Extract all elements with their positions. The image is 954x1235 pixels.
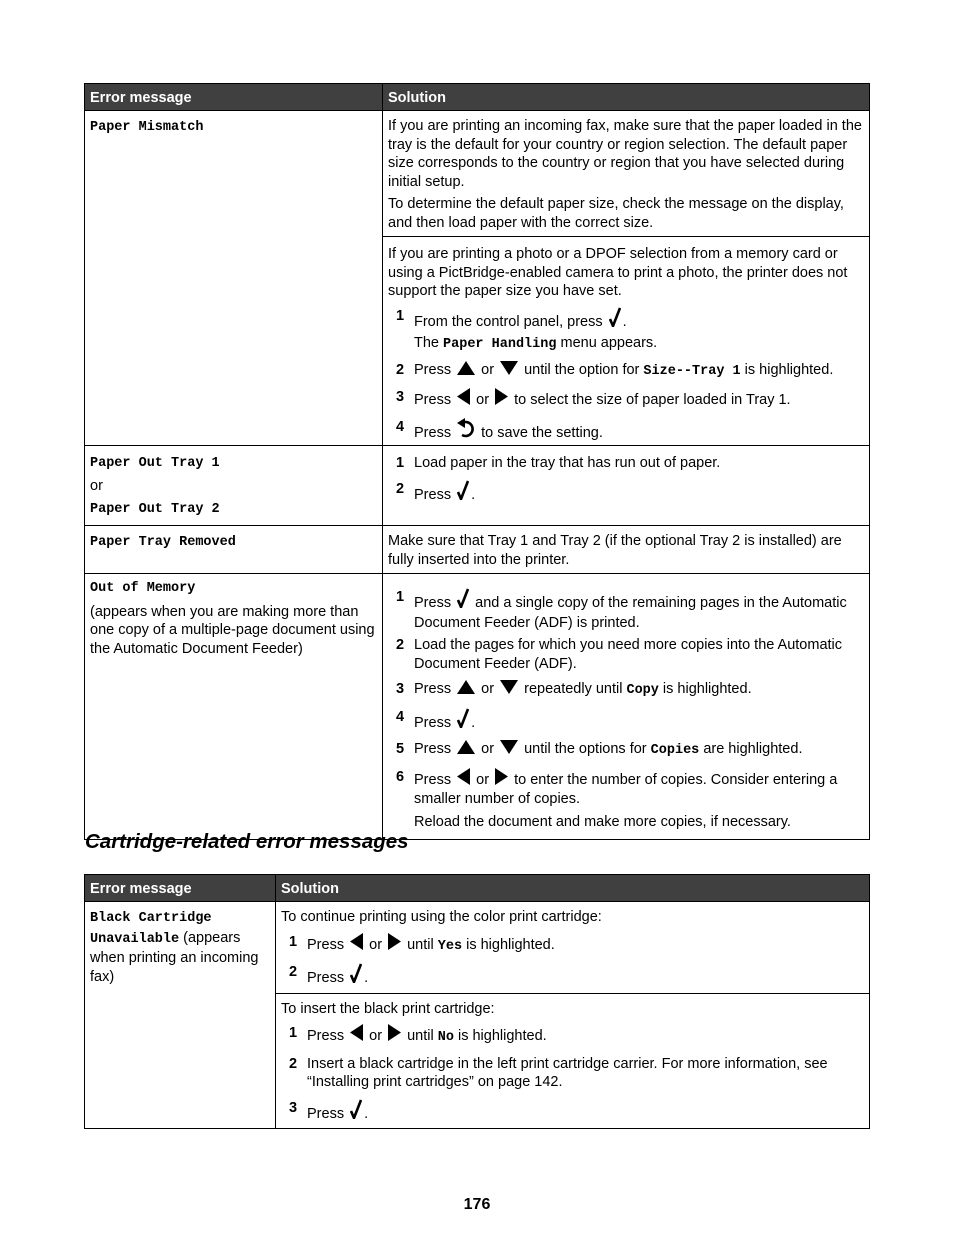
error-cell	[85, 574, 383, 840]
error-cell	[85, 902, 276, 1129]
list-item: 3 Press or repeatedly until Copy is highlighted.	[396, 681, 752, 698]
solution-text: To insert the black print cartridge:	[281, 1000, 495, 1017]
section-title: Cartridge-related error messages	[85, 830, 409, 853]
list-item: 3 Press or to select the size of paper loaded in Tray 1.	[388, 388, 864, 411]
solution-text: To continue printing using the color print cartridge:	[281, 909, 602, 925]
list-item: 3 Press .	[281, 1099, 864, 1125]
select-checkmark-icon	[350, 1099, 362, 1125]
step-list	[281, 1024, 864, 1124]
solution-cell: Make sure that Tray 1 and Tray 2 (if the optional Tray 2 is installed) are fully inserted into the printer.	[383, 526, 870, 574]
error-note: (appears when you are making more than one copy of a multiple-page document using the Automatic Document Feeder)	[90, 603, 375, 657]
solution-cell	[383, 111, 870, 237]
table-header-row	[85, 84, 870, 111]
down-arrow-icon	[500, 361, 518, 381]
list-item: 1 Press and a single copy of the remaining pages in the Automatic Document Feeder (ADF) is printed.	[396, 589, 847, 631]
select-checkmark-icon	[609, 307, 621, 333]
back-icon	[457, 418, 475, 444]
error-cell: Paper Out Tray 1 or Paper Out Tray 2	[85, 446, 383, 526]
error-note: (appears when printing an incoming fax)	[90, 929, 259, 985]
up-arrow-icon	[457, 740, 475, 760]
right-arrow-icon	[388, 933, 401, 956]
header-error-message: Error message	[85, 875, 276, 902]
list-item: 1 Press or until Yes is highlighted.	[289, 933, 555, 954]
list-item: 6 Press or to enter the number of copies. Consider entering a smaller number of copies. Reload the document and make more copies, if necessary.	[396, 768, 838, 830]
down-arrow-icon	[500, 680, 518, 700]
list-item: 2 Load the pages for which you need more copies into the Automatic Document Feeder (ADF).	[396, 637, 843, 672]
right-arrow-icon	[495, 388, 508, 411]
solution-text: If you are printing an incoming fax, make sure that the paper loaded in the tray is the default for your country or region selection. The default paper size corresponds to the country or region that you have selected during initial setup.	[388, 118, 862, 190]
error-table-cartridge	[84, 874, 870, 1129]
list-item: 5 Press or until the options for Copies are highlighted.	[396, 741, 803, 758]
step-list	[388, 307, 864, 444]
solution-cell	[383, 574, 870, 840]
table-row	[85, 111, 870, 237]
header-error-message: Error message	[85, 84, 383, 111]
select-checkmark-icon	[457, 480, 469, 506]
solution-cell	[383, 237, 870, 446]
error-code: Paper Out Tray 2	[90, 502, 220, 517]
select-checkmark-icon	[457, 588, 469, 614]
list-item: 1 From the control panel, press . The Paper Handling menu appears.	[396, 307, 658, 352]
table-row	[85, 574, 870, 840]
solution-cell	[383, 446, 870, 526]
step-list	[281, 933, 864, 989]
solution-text: If you are printing a photo or a DPOF selection from a memory card or using a PictBridge-enabled camera to print a photo, the printer does not support the paper size you have set.	[388, 246, 848, 299]
list-item: 2 Insert a black cartridge in the left print cartridge carrier. For more information, see “Installing print cartridges” on page 142.	[289, 1055, 828, 1090]
right-arrow-icon	[495, 768, 508, 791]
table-row	[85, 902, 870, 994]
step-list	[388, 588, 864, 835]
error-cell	[85, 111, 383, 446]
table-header-row	[85, 875, 870, 902]
page-number: 176	[463, 1196, 491, 1213]
left-arrow-icon	[350, 1024, 363, 1047]
select-checkmark-icon	[457, 708, 469, 734]
up-arrow-icon	[457, 680, 475, 700]
up-arrow-icon	[457, 361, 475, 381]
error-code: Paper Out Tray 1	[90, 456, 220, 471]
left-arrow-icon	[457, 388, 470, 411]
list-item: 2 Press .	[281, 963, 864, 989]
list-item: 1 Press or until No is highlighted.	[289, 1025, 547, 1045]
list-item: 4 Press .	[388, 708, 864, 734]
list-item: 2 Press .	[388, 480, 864, 506]
table-row	[85, 446, 870, 526]
error-code: Paper Mismatch	[90, 120, 204, 135]
error-cell	[85, 526, 383, 574]
left-arrow-icon	[457, 768, 470, 791]
solution-cell	[276, 993, 870, 1129]
error-table-paper	[84, 83, 870, 840]
down-arrow-icon	[500, 740, 518, 760]
solution-cell	[276, 902, 870, 994]
header-solution: Solution	[276, 875, 870, 902]
error-code: Black Cartridge Unavailable	[90, 911, 212, 947]
table-row	[85, 526, 870, 574]
list-item: 2 Press or until the option for Size--Tray 1 is highlighted.	[396, 361, 834, 379]
list-item: 4 Press to save the setting.	[388, 418, 864, 444]
list-item: 1 Load paper in the tray that has run out of paper.	[396, 455, 721, 471]
solution-text: To determine the default paper size, check the message on the display, and then load paper with the correct size.	[388, 196, 844, 231]
left-arrow-icon	[350, 933, 363, 956]
error-code: Paper Tray Removed	[90, 535, 236, 550]
step-list	[388, 454, 864, 505]
right-arrow-icon	[388, 1024, 401, 1047]
header-solution: Solution	[383, 84, 870, 111]
select-checkmark-icon	[350, 963, 362, 989]
error-code: Out of Memory	[90, 581, 196, 596]
